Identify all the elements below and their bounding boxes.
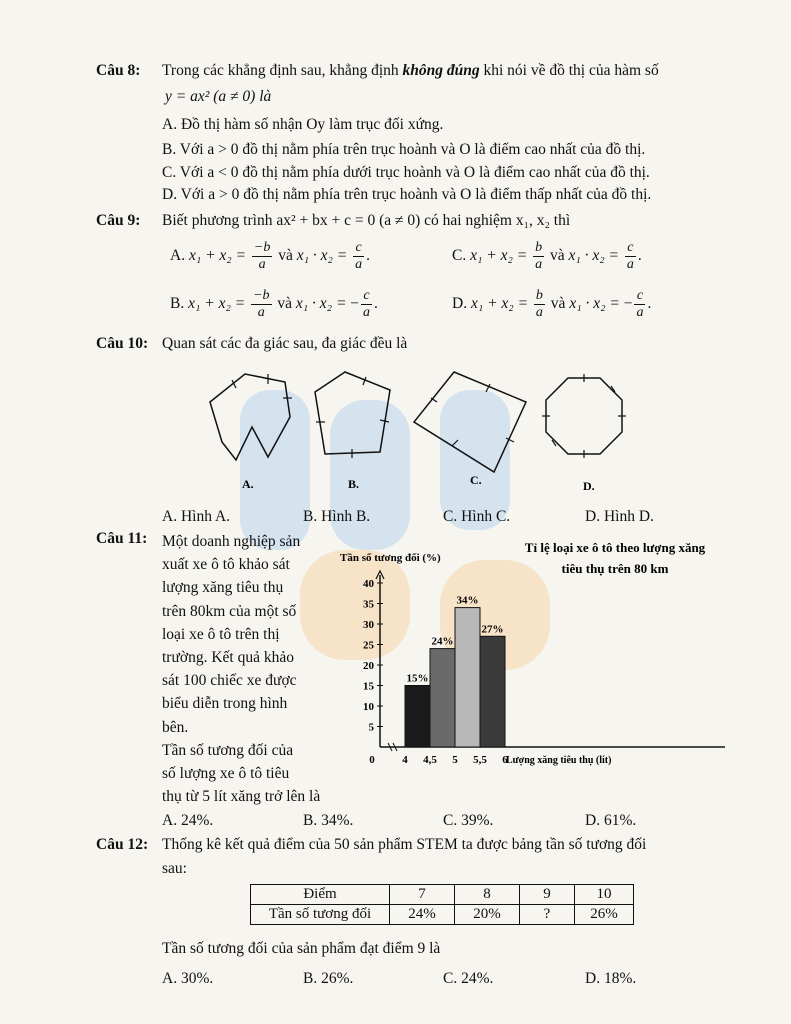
chart-bar [405,686,430,748]
table-cell: Điểm [251,885,390,905]
table-cell: 26% [575,905,634,925]
chart-x-tick-label: 4,5 [423,754,437,766]
q8-label: Câu 8: [96,62,141,79]
q8-option-a: A. Đồ thị hàm số nhận Oy làm trục đối xứng. [162,116,444,133]
q12-frequency-table [250,884,634,925]
q9-label: Câu 9: [96,212,141,229]
q12-option-c: C. 24%. [443,970,494,987]
q11-stem: Một doanh nghiệp sản xuất xe ô tô khảo sát lượng xăng tiêu thụ trên 80km của một số loại xe ô tô trên thị trường. Kết quả khảo sát 100 chiếc xe được biểu diễn trong hình bên. Tần số tương đối của số lượng xe ô tô tiêu thụ từ 5 lít xăng trở lên là [162,533,321,806]
q12-option-d: D. 18%. [585,970,637,987]
q8-function: y = ax² (a ≠ 0) là [165,88,272,105]
polygon-a [210,374,290,460]
chart-bar [430,649,455,747]
q12-stem-line2: sau: [162,860,187,877]
q12-label: Câu 12: [96,836,149,853]
chart-y-tick-label: 15 [363,680,374,693]
chart-title-line1: Tỉ lệ loại xe ô tô theo lượng xăng [524,540,706,555]
chart-y-tick-label: 35 [363,598,374,611]
chart-y-tick-label: 20 [363,660,374,672]
chart-origin-label: 0 [369,754,375,766]
table-cell: 9 [520,885,575,905]
table-cell: ? [520,905,575,925]
table-cell: 8 [455,885,520,905]
table-cell: 7 [390,885,455,905]
q12-option-a: A. 30%. [162,970,214,987]
table-cell: Tần số tương đối [251,905,390,925]
table-cell: 20% [455,905,520,925]
figure-label-b: B. [348,477,360,491]
polygon-b [315,372,390,454]
q9-option-d: D. x₁ + x₂ = $\frac{b}{a}$ và x₁ · x₂ = − $\frac{c}{a}$ . [452,288,652,320]
table-row [251,885,634,905]
q11-label: Câu 11: [96,530,148,547]
q10-option-c: C. Hình C. [443,508,511,525]
figure-label-d: D. [583,479,595,493]
q10-option-b: B. Hình B. [303,508,371,525]
figure-label-c: C. [470,473,482,487]
q9-stem: Biết phương trình ax² + bx + c = 0 (a ≠ 0) có hai nghiệm x₁, x₂ thì [162,212,571,229]
chart-title-line2: tiêu thụ trên 80 km [561,561,669,576]
chart-data-label: 15% [406,672,429,685]
polygon-c [414,372,526,472]
chart-x-tick-label: 5,5 [473,754,487,766]
q11-option-c: C. 39%. [443,812,494,829]
table-row [251,905,634,925]
polygon-d [546,378,622,454]
q12-question: Tần số tương đối của sản phẩm đạt điểm 9 là [162,940,441,957]
q9-option-a: A. x₁ + x₂ = $\frac{-b}{a}$ và x₁ · x₂ = $\frac{c}{a}$ . [170,240,371,272]
chart-x-tick-label: 6 [502,754,508,766]
q10-label: Câu 10: [96,335,149,352]
q11-histogram [330,535,730,775]
q10-option-d: D. Hình D. [585,508,654,525]
chart-y-tick-label: 25 [363,639,374,652]
table-cell: 24% [390,905,455,925]
q8-option-b: B. Với a > 0 đồ thị nằm phía trên trục hoành và O là điểm cao nhất của đồ thị. [162,141,646,158]
figure-label-a: A. [242,477,254,491]
q11-option-a: A. 24%. [162,812,214,829]
table-cell: 10 [575,885,634,905]
q11-option-b: B. 34%. [303,812,354,829]
q11-option-d: D. 61%. [585,812,637,829]
q12-stem-line1: Thống kê kết quả điểm của 50 sản phẩm STEM ta được bảng tần số tương đối [162,836,647,853]
chart-data-label: 34% [456,594,479,607]
q8-option-d: D. Với a > 0 đồ thị nằm phía trên trục hoành và O là điểm thấp nhất của đồ thị. [162,186,652,203]
chart-y-tick-label: 10 [363,701,374,713]
chart-x-tick-label: 4 [402,754,408,766]
q10-polygons-figure [190,362,660,502]
q12-option-b: B. 26%. [303,970,354,987]
q10-stem: Quan sát các đa giác sau, đa giác đều là [162,335,408,352]
chart-y-tick-label: 5 [368,721,374,734]
chart-xlabel: Lượng xăng tiêu thụ (lít) [506,755,612,766]
chart-bar [480,636,505,747]
q8-option-c: C. Với a < 0 đồ thị nằm phía dưới trục hoành và O là điểm cao nhất của đồ thị. [162,164,650,181]
q8-stem: Trong các khẳng định sau, khẳng định không đúng khi nói về đồ thị của hàm số [162,62,659,79]
chart-bar [455,608,480,747]
chart-ylabel: Tần số tương đối (%) [340,552,441,564]
q10-option-a: A. Hình A. [162,508,231,525]
chart-data-label: 27% [481,623,504,636]
chart-y-tick-label: 30 [363,619,374,631]
chart-y-tick-label: 40 [363,578,374,590]
q9-option-c: C. x₁ + x₂ = $\frac{b}{a}$ và x₁ · x₂ = $\frac{c}{a}$ . [452,240,642,272]
chart-data-label: 24% [431,635,454,648]
q9-option-b: B. x₁ + x₂ = $\frac{-b}{a}$ và x₁ · x₂ = − $\frac{c}{a}$ . [170,288,378,320]
chart-x-tick-label: 5 [452,754,458,766]
